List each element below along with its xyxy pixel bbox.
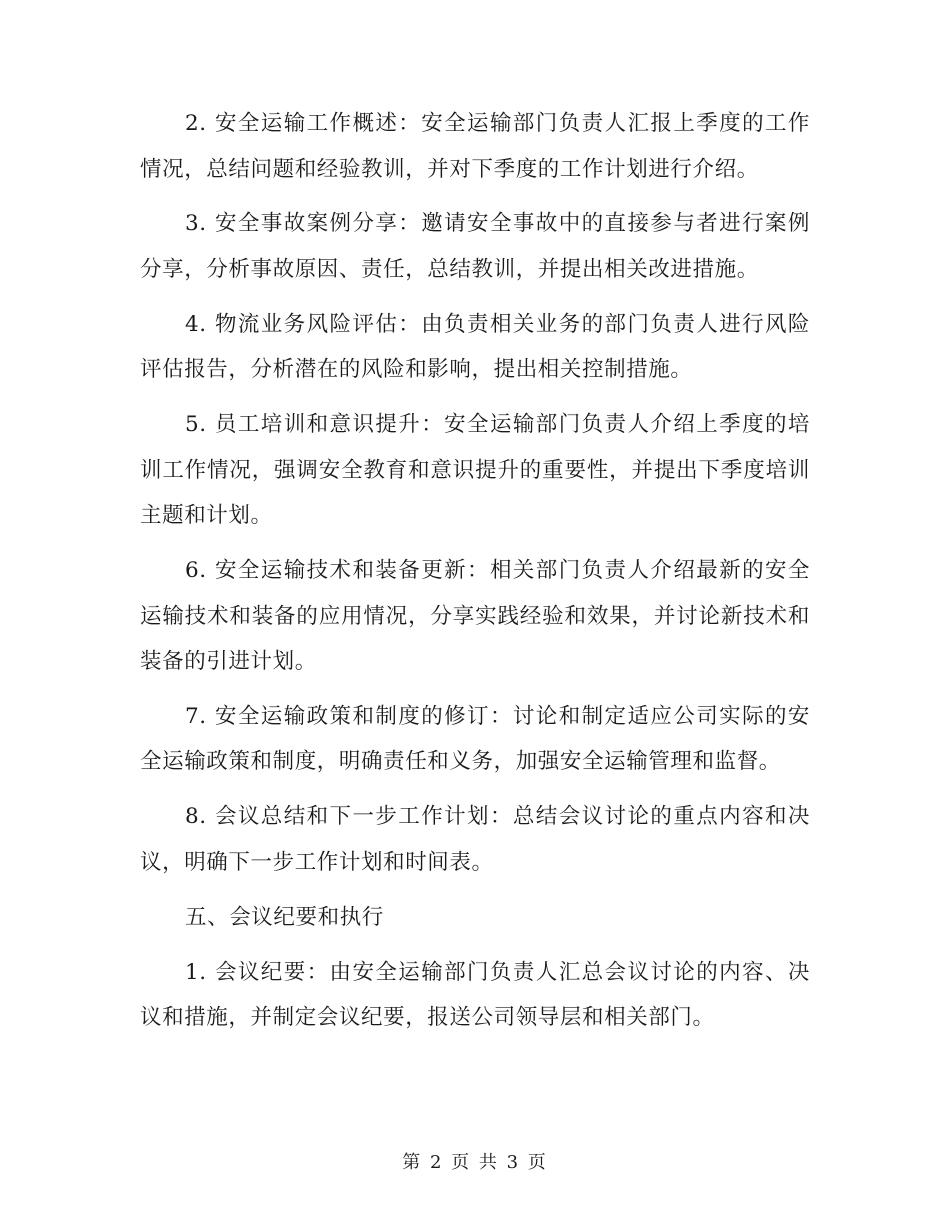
agenda-item-5: 5. 员工培训和意识提升：安全运输部门负责人介绍上季度的培训工作情况，强调安全教育和意识提升的重要性，并提出下季度培训主题和计划。 [140, 412, 810, 529]
section-heading: 五、会议纪要和执行 [185, 904, 384, 930]
agenda-item-7: 7. 安全运输政策和制度的修订：讨论和制定适应公司实际的安全运输政策和制度，明确责任和义务，加强安全运输管理和监督。 [140, 703, 810, 775]
agenda-item-4: 4. 物流业务风险评估：由负责相关业务的部门负责人进行风险评估报告，分析潜在的风险和影响，提出相关控制措施。 [140, 311, 810, 383]
agenda-item-3: 3. 安全事故案例分享：邀请安全事故中的直接参与者进行案例分享，分析事故原因、责任，总结教训，并提出相关改进措施。 [140, 211, 810, 282]
agenda-item-8: 8. 会议总结和下一步工作计划：总结会议讨论的重点内容和决议，明确下一步工作计划和时间表。 [140, 804, 810, 875]
agenda-item-2: 2. 安全运输工作概述：安全运输部门负责人汇报上季度的工作情况，总结问题和经验教训，并对下季度的工作计划进行介绍。 [140, 111, 810, 182]
agenda-item-6: 6. 安全运输技术和装备更新：相关部门负责人介绍最新的安全运输技术和装备的应用情况，分享实践经验和效果，并讨论新技术和装备的引进计划。 [140, 558, 810, 675]
page-footer: 第 2 页 共 3 页 [402, 1152, 548, 1173]
document-body [140, 101, 810, 1050]
minutes-item-1: 1. 会议纪要：由安全运输部门负责人汇总会议讨论的内容、决议和措施，并制定会议纪要，报送公司领导层和相关部门。 [140, 959, 810, 1031]
